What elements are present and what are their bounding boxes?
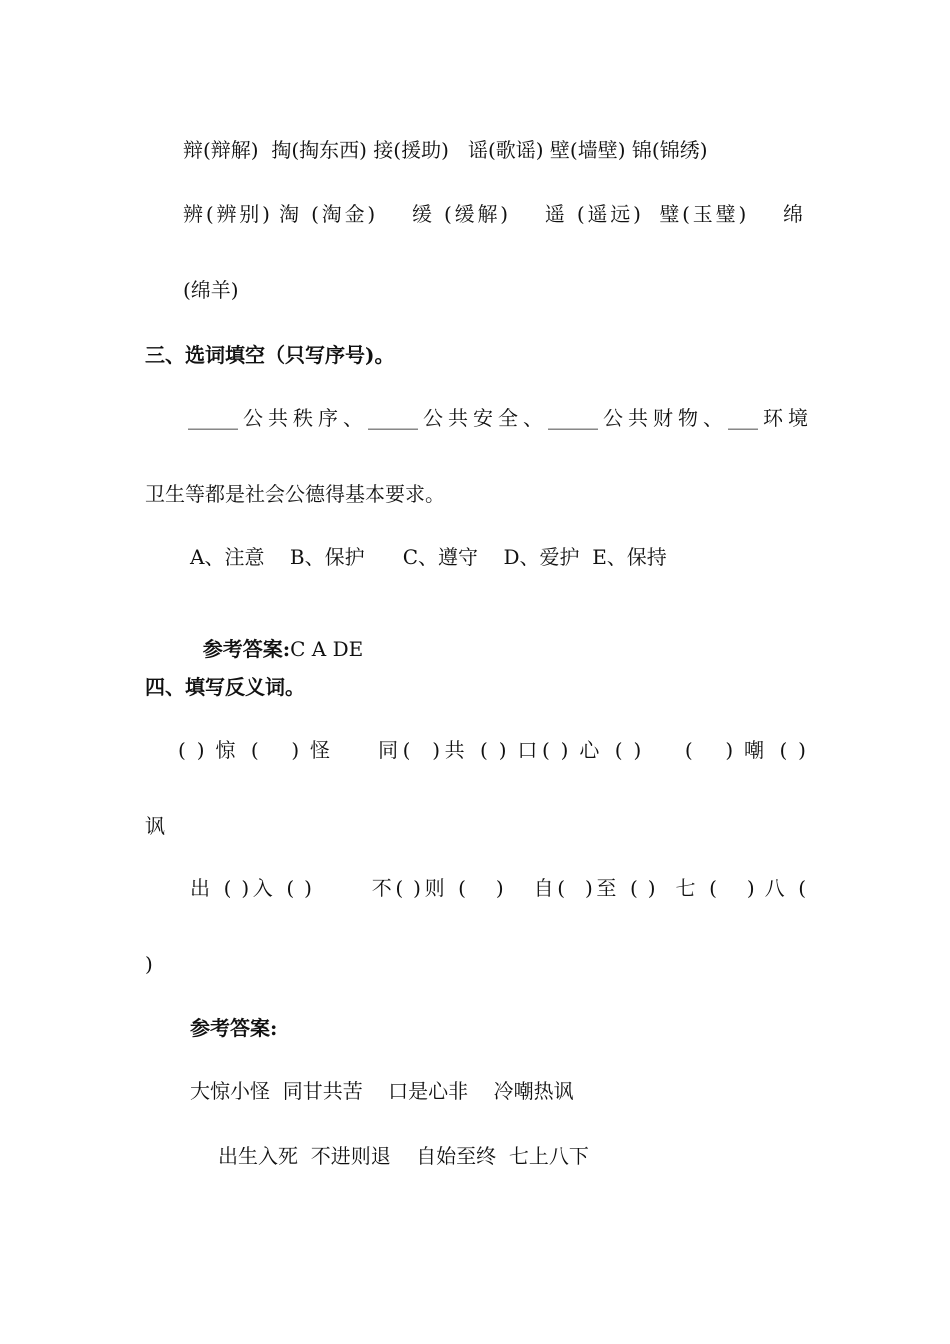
section-3-answer [190,607,363,663]
section-4-answer-line-2: 出生入死 不进则退 自始至终 七上八下 [218,1144,589,1168]
answer-value: C A DE [290,637,364,661]
options-line: A、注意 B、保护 C、遵守 D、爱护 E、保持 [190,545,667,569]
antonym-row-2-line-2: ) [145,952,153,976]
antonym-row-2-line-1: 出 ( )入 ( ) 不( )则 ( ) 自( )至 ( ) 七 ( ) 八 ( [190,876,806,900]
section-3-heading: 三、选词填空（只写序号)。 [145,343,395,367]
fill-blank-sentence-line-2: 卫生等都是社会公德得基本要求。 [145,482,445,506]
section-4-heading: 四、填写反义词。 [145,675,305,699]
antonym-row-1-line-2: 讽 [145,814,165,838]
answer-label: 参考答案: [202,637,291,661]
fill-blank-sentence-line-1: _____公共秩序、_____公共安全、_____公共财物、___环境 [188,406,808,430]
word-pairs-line-2: 辨(辨别) 淘 (淘金) 缓 (缓解) 遥 (遥远) 璧(玉璧) 绵 [183,202,803,226]
antonym-row-1-line-1: ( ) 惊 ( ) 怪 同( )共 ( ) 口( ) 心 ( ) ( ) 嘲 ( ) [178,738,806,762]
word-pairs-line-1: 辩(辩解) 掏(掏东西) 接(援助) 谣(歌谣) 壁(墙壁) 锦(锦绣) [183,138,708,162]
section-4-answer-label: 参考答案: [190,1016,278,1040]
word-pairs-line-3: (绵羊) [183,278,239,302]
section-4-answer-line-1: 大惊小怪 同甘共苦 口是心非 冷嘲热讽 [190,1079,574,1103]
